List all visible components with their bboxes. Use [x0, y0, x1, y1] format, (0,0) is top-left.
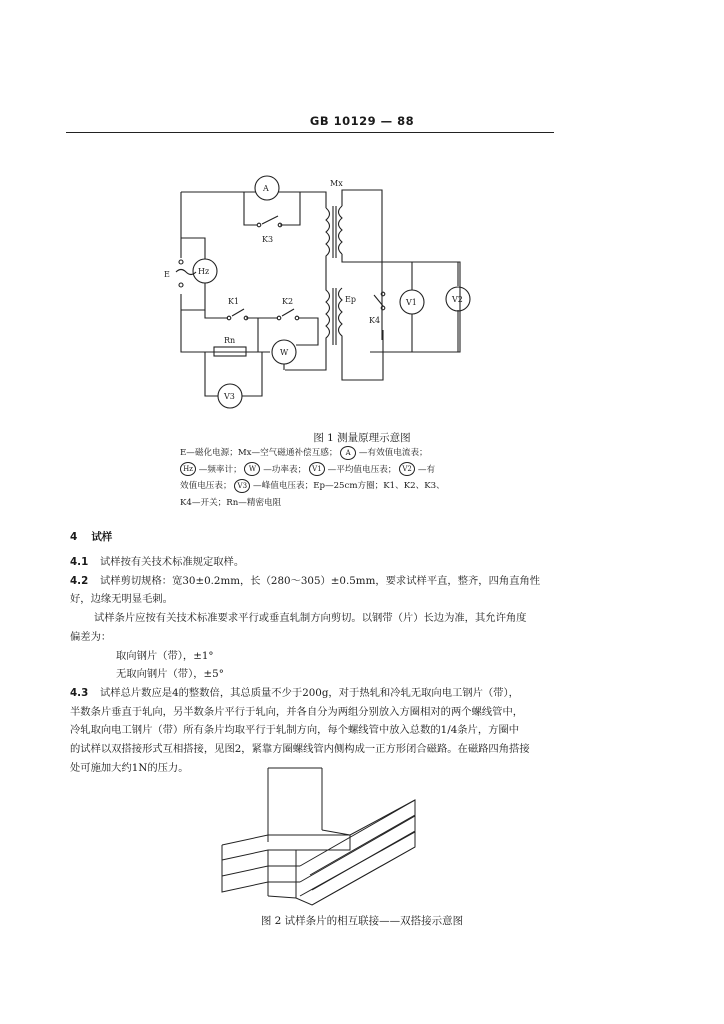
section-number: 4	[70, 531, 78, 543]
frequency-meter-symbol: Hz	[180, 462, 196, 476]
clause-text-4-2-line2: 好，边缘无明显毛刺。	[70, 593, 173, 606]
label-k3: K3	[262, 235, 274, 244]
label-k1: K1	[228, 297, 240, 306]
paragraph-4-2	[70, 572, 556, 591]
clause-text-4-2-line6: 无取向钢片（带），±5°	[116, 668, 224, 681]
section-body	[70, 553, 556, 777]
legend-line4: K4—开关；Rn—精密电阻	[180, 497, 282, 508]
legend-line3-a: 效值电压表；	[180, 481, 232, 491]
figure2-caption: 图 2 试样条片的相互联接——双搭接示意图	[260, 915, 464, 927]
clause-number-4-2: 4.2	[70, 574, 89, 587]
circuit-diagram	[0, 0, 724, 430]
voltmeter-v2-symbol: V2	[399, 462, 415, 476]
legend-line2-b: —功率表；	[263, 464, 307, 475]
clause-number-4-3: 4.3	[70, 686, 89, 699]
clause-text-4-1: 试样按有关技术标准规定取样。	[100, 556, 245, 568]
wattmeter-symbol: W	[244, 462, 260, 476]
legend-line2-c: —平均值电压表；	[327, 464, 397, 475]
figure1-caption: 图 1 测量原理示意图	[313, 432, 411, 444]
label-hz: Hz	[198, 267, 210, 276]
figure1-legend	[180, 445, 552, 511]
label-v1: V1	[406, 298, 417, 307]
section-heading	[70, 529, 126, 544]
clause-text-4-3-line3: 冷轧取向电工钢片（带）所有条片均取平行于轧制方向，每个螺线管中放入总数的1/4条片，方圈中	[70, 724, 520, 737]
voltmeter-v1-symbol: V1	[309, 462, 325, 476]
label-v2: V2	[452, 295, 463, 304]
label-e: E	[164, 270, 170, 279]
label-k4: K4	[369, 316, 381, 325]
paragraph-4-1	[70, 553, 556, 572]
clause-text-4-2-line1: 试样剪切规格：宽30±0.2mm，长（280～305）±0.5mm，要求试样平直，整齐，四角直角性	[100, 574, 541, 587]
legend-line2-a: —频率计；	[198, 464, 242, 475]
clause-text-4-2-line3: 试样条片应按有关技术标准要求平行或垂直轧制方向剪切。以钢带（片）长边为准，其允许角度	[94, 612, 527, 625]
label-rn: Rn	[224, 336, 236, 345]
legend-line1-a: E—磁化电源；Mx—空气磁通补偿互感；	[180, 448, 338, 458]
paragraph-4-3	[70, 684, 556, 703]
clause-text-4-3-line1: 试样总片数应是4的整数倍，其总质量不少于200g，对于热轧和冷轧无取向电工钢片（带），	[100, 686, 519, 699]
label-v3: V3	[224, 392, 235, 401]
standard-code: GB 10129 — 88	[309, 114, 415, 128]
clause-text-4-2-line4: 偏差为：	[70, 630, 112, 643]
section-title: 试样	[91, 531, 113, 543]
clause-number-4-1: 4.1	[70, 556, 89, 568]
clause-text-4-2-line5: 取向钢片（带），±1°	[116, 649, 214, 662]
legend-line3-b: —峰值电压表；Ep—25cm方圈；K1、K2、K3、	[253, 481, 445, 491]
label-w: W	[280, 348, 289, 357]
label-k2: K2	[282, 297, 294, 306]
label-a: A	[263, 184, 269, 193]
legend-line2-d: —有	[417, 464, 436, 475]
clause-text-4-3-line5: 处可施加大约1N的压力。	[70, 761, 189, 774]
label-mx: Mx	[330, 179, 343, 188]
legend-line1-b: —有效值电流表；	[358, 448, 428, 458]
voltmeter-v3-symbol: V3	[234, 479, 250, 493]
label-ep: Ep	[345, 295, 356, 304]
clause-text-4-3-line2: 半数条片垂直于轧向，另半数条片平行于轧向，并各自分为两组分别放入方圈相对的两个螺线管中，	[70, 705, 524, 718]
clause-text-4-3-line4: 的试样以双搭接形式互相搭接，见图2，紧靠方圈螺线管内侧构成一正方形闭合磁路。在磁路四角搭接	[70, 743, 530, 756]
ammeter-symbol: A	[340, 446, 356, 460]
